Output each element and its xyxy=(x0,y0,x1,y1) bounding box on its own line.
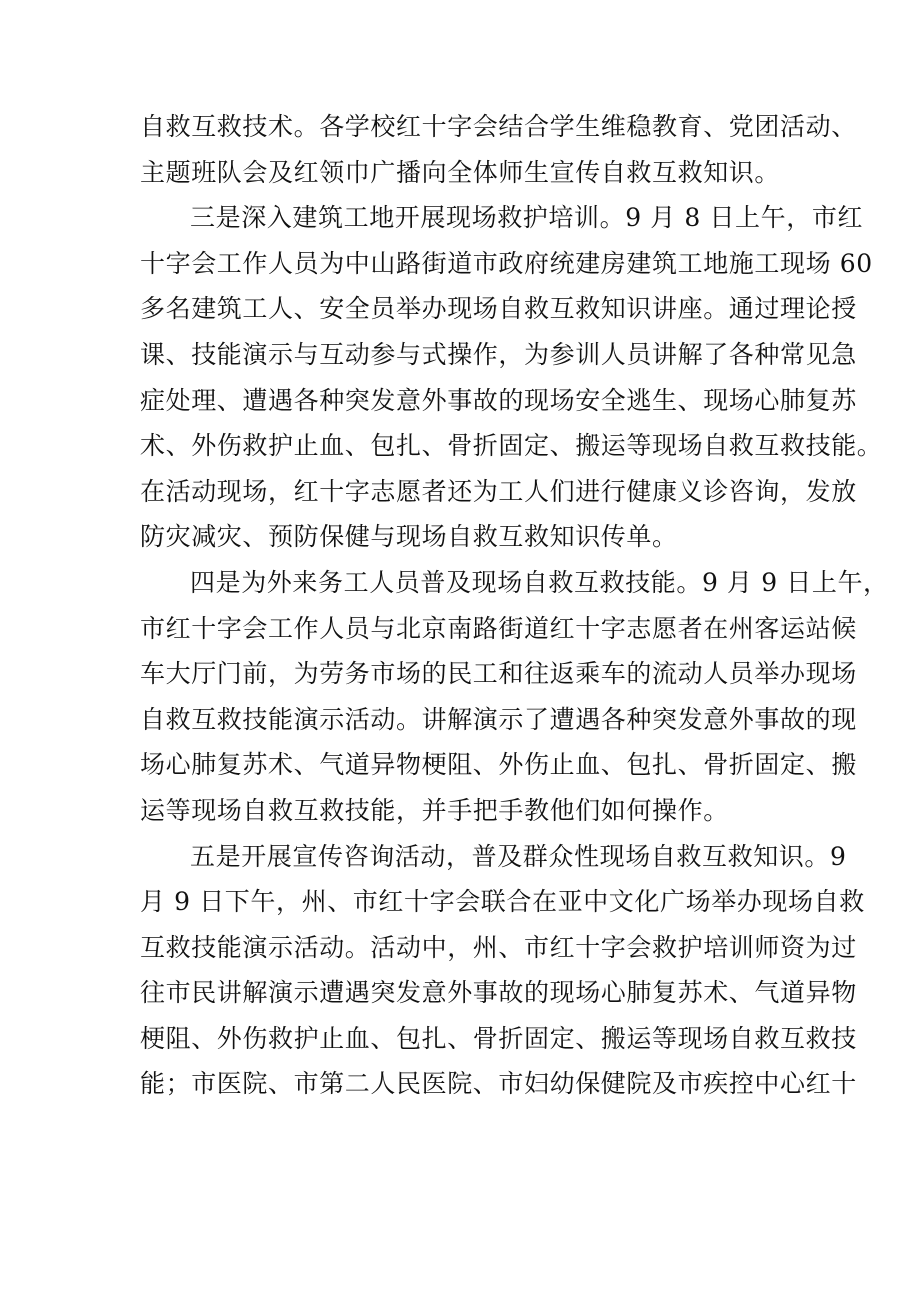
text-line-14: 自救互救技能演示活动。讲解演示了遭遇各种突发意外事故的现 xyxy=(140,704,857,734)
text-line-4: 十字会工作人员为中山路街道市政府统建房建筑工地施工现场 60 xyxy=(140,248,873,278)
text-line-20: 往市民讲解演示遭遇突发意外事故的现场心肺复苏术、气道异物 xyxy=(140,978,857,1008)
text-line-6: 课、技能演示与互动参与式操作，为参训人员讲解了各种常见急 xyxy=(140,339,857,369)
text-line-21: 梗阻、外伤救护止血、包扎、骨折固定、搬运等现场自救互救技 xyxy=(140,1023,857,1053)
text-line-19: 互救技能演示活动。活动中，州、市红十字会救护培训师资为过 xyxy=(140,932,857,962)
text-line-8: 术、外伤救护止血、包扎、骨折固定、搬运等现场自救互救技能。 xyxy=(140,431,883,461)
text-line-18: 月 9 日下午，州、市红十字会联合在亚中文化广场举办现场自救 xyxy=(140,887,865,917)
text-line-5: 多名建筑工人、安全员举办现场自救互救知识讲座。通过理论授 xyxy=(140,294,857,324)
paragraph-start-line-17: 五是开展宣传咨询活动，普及群众性现场自救互救知识。9 xyxy=(190,841,847,871)
text-line-7: 症处理、遭遇各种突发意外事故的现场安全逃生、现场心肺复苏 xyxy=(140,385,857,415)
text-line-16: 运等现场自救互救技能，并手把手教他们如何操作。 xyxy=(140,795,729,825)
paragraph-start-line-3: 三是深入建筑工地开展现场救护培训。9 月 8 日上午，市红 xyxy=(190,203,864,233)
text-line-12: 市红十字会工作人员与北京南路街道红十字志愿者在州客运站候 xyxy=(140,613,857,643)
paragraph-start-line-11: 四是为外来务工人员普及现场自救互救技能。9 月 9 日上午， xyxy=(190,567,889,597)
text-line-13: 车大厅门前，为劳务市场的民工和往返乘车的流动人员举办现场 xyxy=(140,659,857,689)
text-line-15: 场心肺复苏术、气道异物梗阻、外伤止血、包扎、骨折固定、搬 xyxy=(140,750,857,780)
text-line-22: 能；市医院、市第二人民医院、市妇幼保健院及市疾控中心红十 xyxy=(140,1069,857,1099)
text-line-10: 防灾减灾、预防保健与现场自救互救知识传单。 xyxy=(140,522,678,552)
text-line-1: 自救互救技术。各学校红十字会结合学生维稳教育、党团活动、 xyxy=(140,112,857,141)
text-line-2: 主题班队会及红领巾广播向全体师生宣传自救互救知识。 xyxy=(140,157,781,187)
text-line-9: 在活动现场，红十字志愿者还为工人们进行健康义诊咨询，发放 xyxy=(140,476,857,506)
document-body xyxy=(140,104,889,1107)
